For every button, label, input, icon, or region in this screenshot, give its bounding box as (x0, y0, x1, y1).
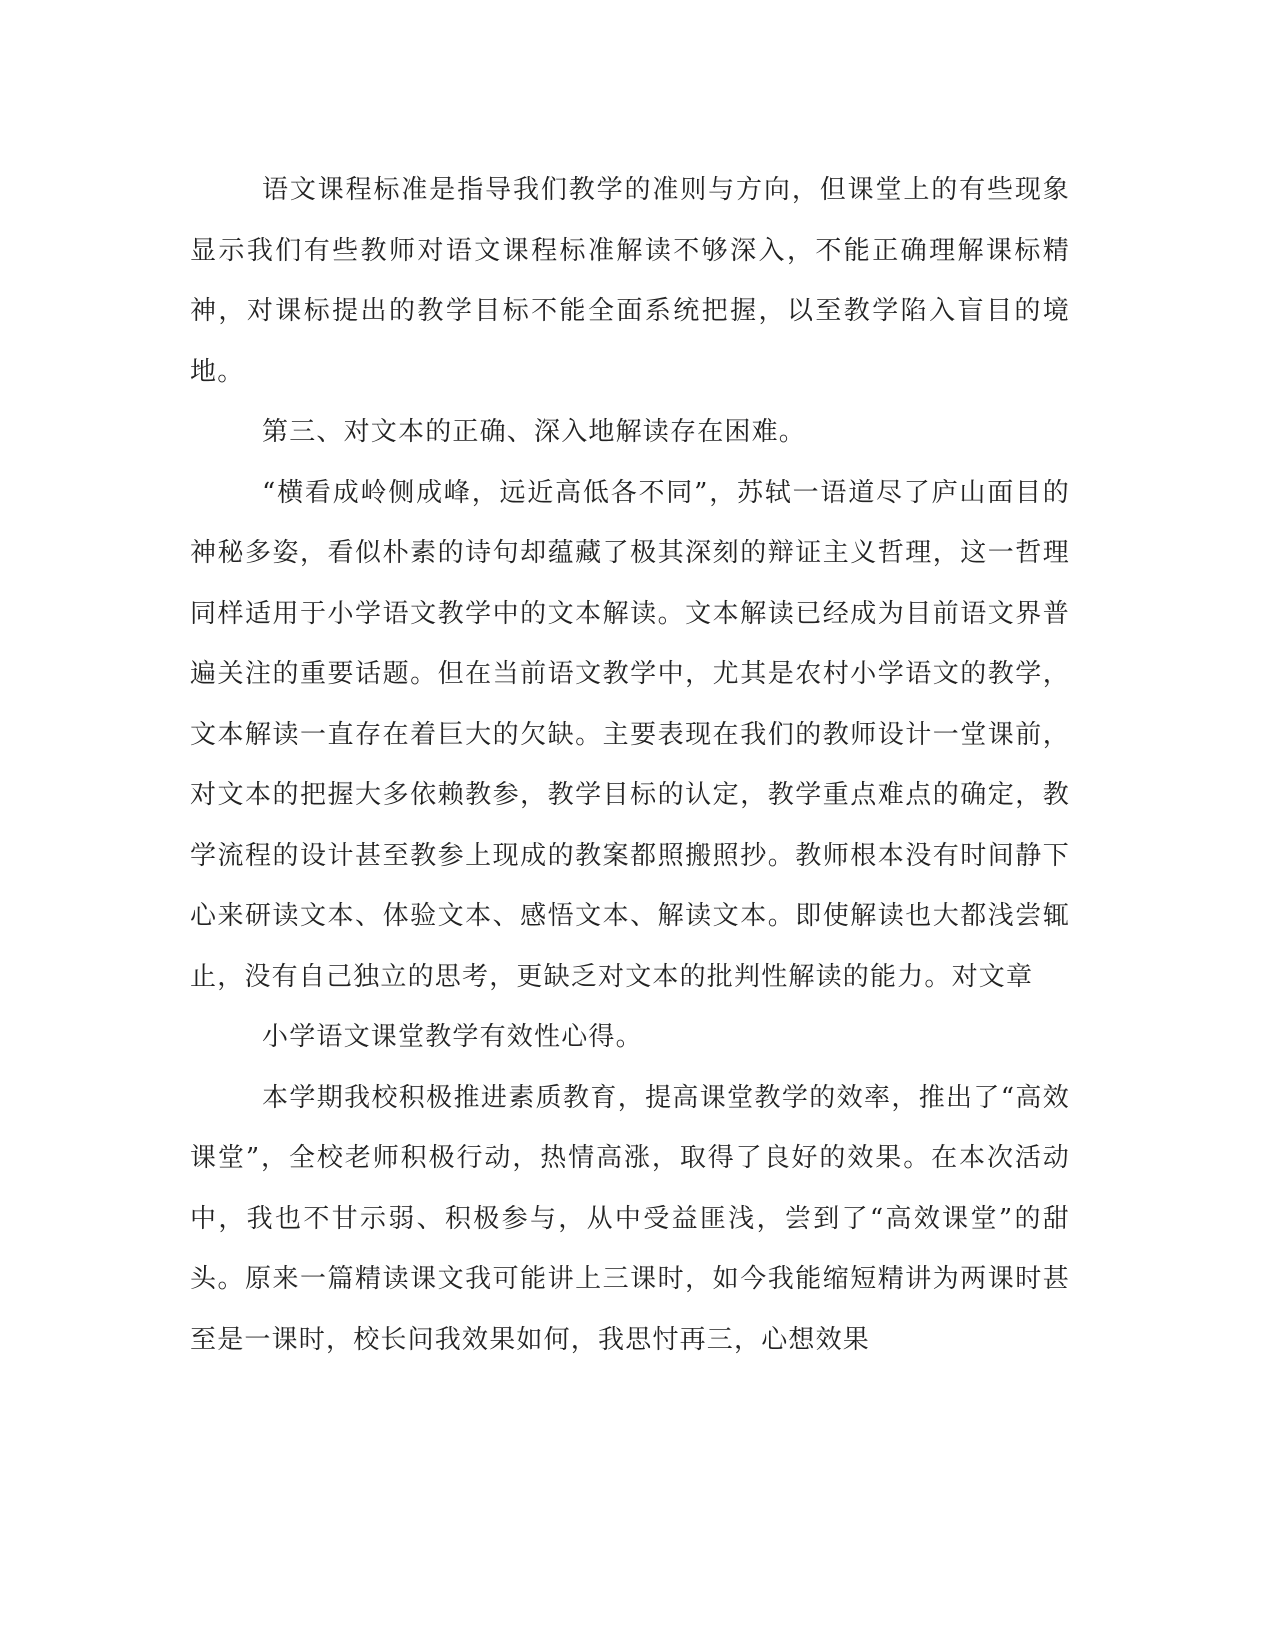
document-body (190, 160, 1070, 1370)
paragraph-text-interpretation: “横看成岭侧成峰，远近高低各不同”，苏轼一语道尽了庐山面目的神秘多姿，看似朴素的诗句却蕴藏了极其深刻的辩证主义哲理，这一哲理同样适用于小学语文教学中的文本解读。文本解读已经成为目前语文界普遍关注的重要话题。但在当前语文教学中，尤其是农村小学语文的教学，文本解读一直存在着巨大的欠缺。主要表现在我们的教师设计一堂课前，对文本的把握大多依赖教参，教学目标的认定，教学重点难点的确定，教学流程的设计甚至教参上现成的教案都照搬照抄。教师根本没有时间静下心来研读文本、体验文本、感悟文本、解读文本。即使解读也大都浅尝辄止，没有自己独立的思考，更缺乏对文本的批判性解读的能力。对文章 (190, 477, 1070, 992)
paragraph-curriculum-standard: 语文课程标准是指导我们教学的准则与方向，但课堂上的有些现象显示我们有些教师对语文课程标准解读不够深入，不能正确理解课标精神，对课标提出的教学目标不能全面系统把握，以至教学陷入盲目的境地。 (190, 175, 1070, 387)
paragraph-section-title: 小学语文课堂教学有效性心得。 (262, 1022, 643, 1052)
paragraph-efficient-classroom: 本学期我校积极推进素质教育，提高课堂教学的效率，推出了“高效课堂”，全校老师积极行动，热情高涨，取得了良好的效果。在本次活动中，我也不甘示弱、积极参与，从中受益匪浅，尝到了“高效课堂”的甜头。原来一篇精读课文我可能讲上三课时，如今我能缩短精讲为两课时甚至是一课时，校长问我效果如何，我思忖再三，心想效果 (190, 1082, 1070, 1355)
paragraph-third-point-heading: 第三、对文本的正确、深入地解读存在困难。 (262, 417, 807, 447)
